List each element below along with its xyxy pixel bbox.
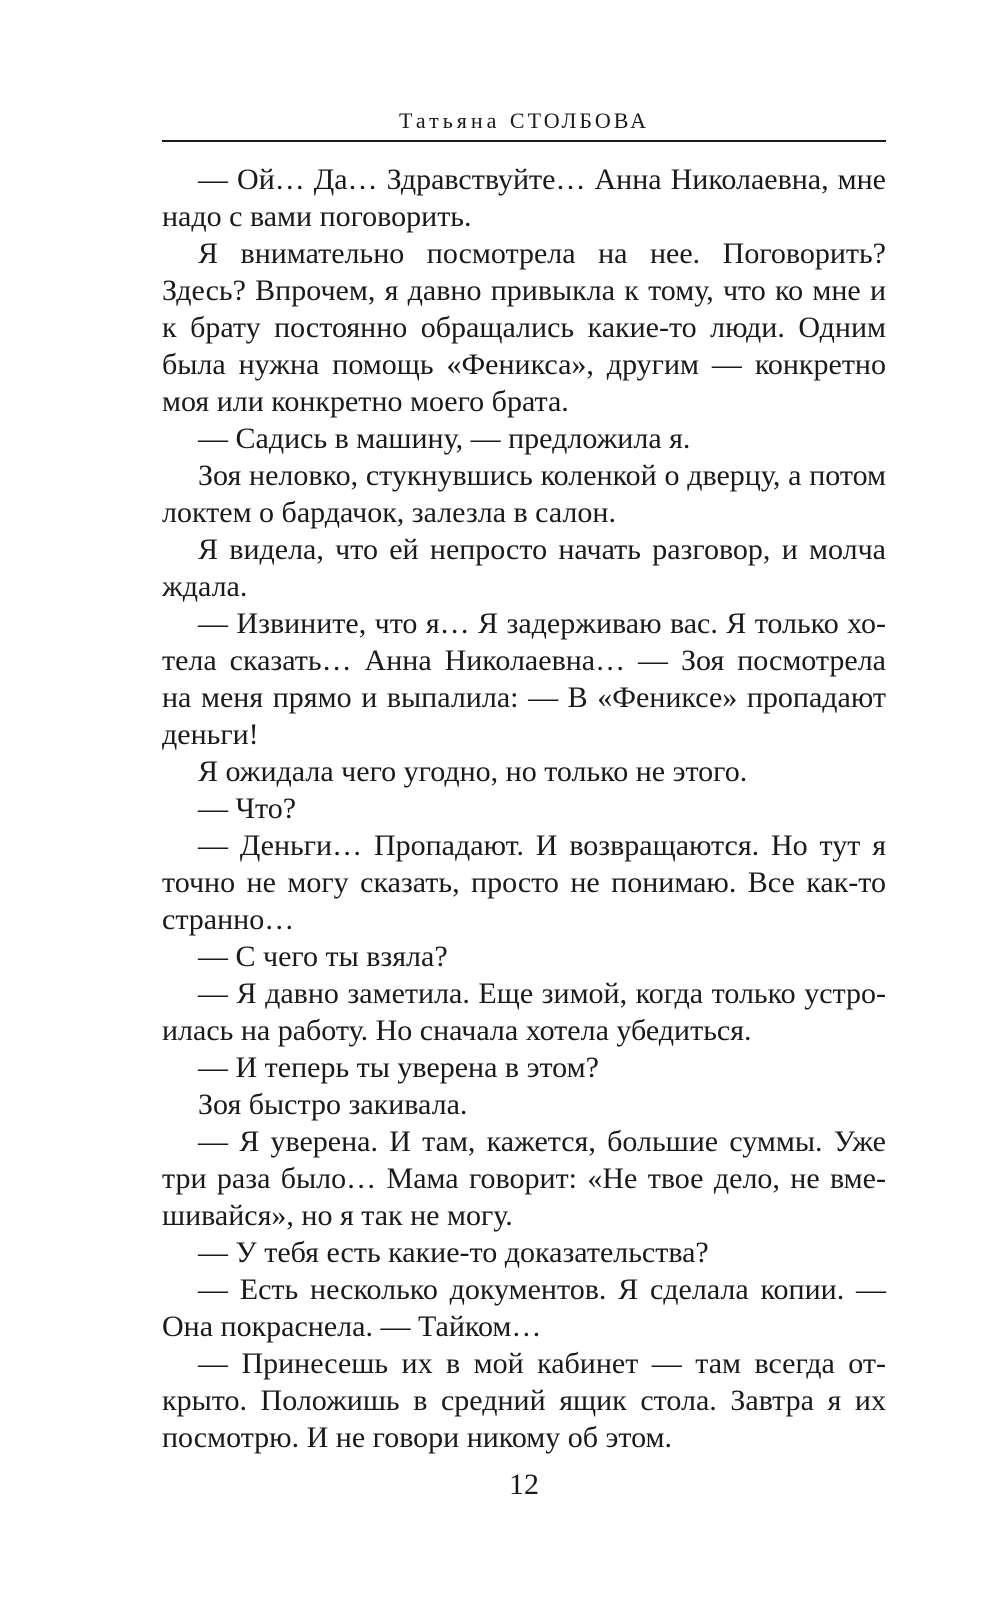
paragraph: — Ой… Да… Здравствуйте… Анна Николаевна, мне надо с вами поговорить. (162, 163, 886, 233)
paragraph: Я внимательно посмотрела на нее. Поговорить? Здесь? Впрочем, я давно привыкла к тому, что ко мне и к брату постоянно обращались какие-то люди. Одним была нужна помощь «Феникса», другим — конкретно моя или конкретно моего брата. (162, 237, 886, 418)
paragraph: — Принесешь их в мой кабинет — там всегда открыто. Положишь в средний ящик стола. Завтра я их посмотрю. И не говори никому об этом. (162, 1347, 886, 1454)
paragraph: — Что? (198, 792, 297, 825)
paragraph: Зоя неловко, стукнувшись коленкой о дверцу, а потом локтем о бардачок, залезла в салон. (162, 459, 886, 529)
paragraph: — Деньги… Пропадают. И возвращаются. Но тут я точно не могу сказать, просто не понимаю. Все как-то странно… (162, 829, 886, 936)
paragraph: — Я давно заметила. Еще зимой, когда только устроилась на работу. Но сначала хотела убедиться. (162, 977, 886, 1047)
paragraph: — Извините, что я… Я задерживаю вас. Я только хотела сказать… Анна Николаевна… — Зоя посмотрела на меня прямо и выпалила: — В «Фениксе» пропадают деньги! (162, 607, 886, 751)
paragraph: — Есть несколько документов. Я сделала копии. — Она покраснела. — Тайком… (162, 1273, 886, 1343)
paragraph: — И теперь ты уверена в этом? (198, 1051, 599, 1084)
author-first-name: Татьяна (399, 108, 501, 133)
header-rule (162, 140, 886, 142)
paragraph: Зоя быстро закивала. (198, 1088, 468, 1121)
author-last-name: СТОЛБОВА (509, 108, 649, 133)
paragraph: Я ожидала чего угодно, но только не этого. (198, 755, 748, 788)
running-head (162, 108, 886, 134)
paragraph: — У тебя есть какие-то доказательства? (198, 1236, 709, 1269)
paragraph: — Я уверена. И там, кажется, большие суммы. Уже три раза было… Мама говорит: «Не твое дело, не вмешивайся», но я так не могу. (162, 1125, 886, 1232)
paragraph: — С чего ты взяла? (198, 940, 448, 973)
paragraph: — Садись в машину, — предложила я. (198, 422, 691, 455)
page-number: 12 (509, 1468, 539, 1501)
paragraph: Я видела, что ей непросто начать разговор, и молча ждала. (162, 533, 886, 603)
body-text (162, 161, 886, 1456)
